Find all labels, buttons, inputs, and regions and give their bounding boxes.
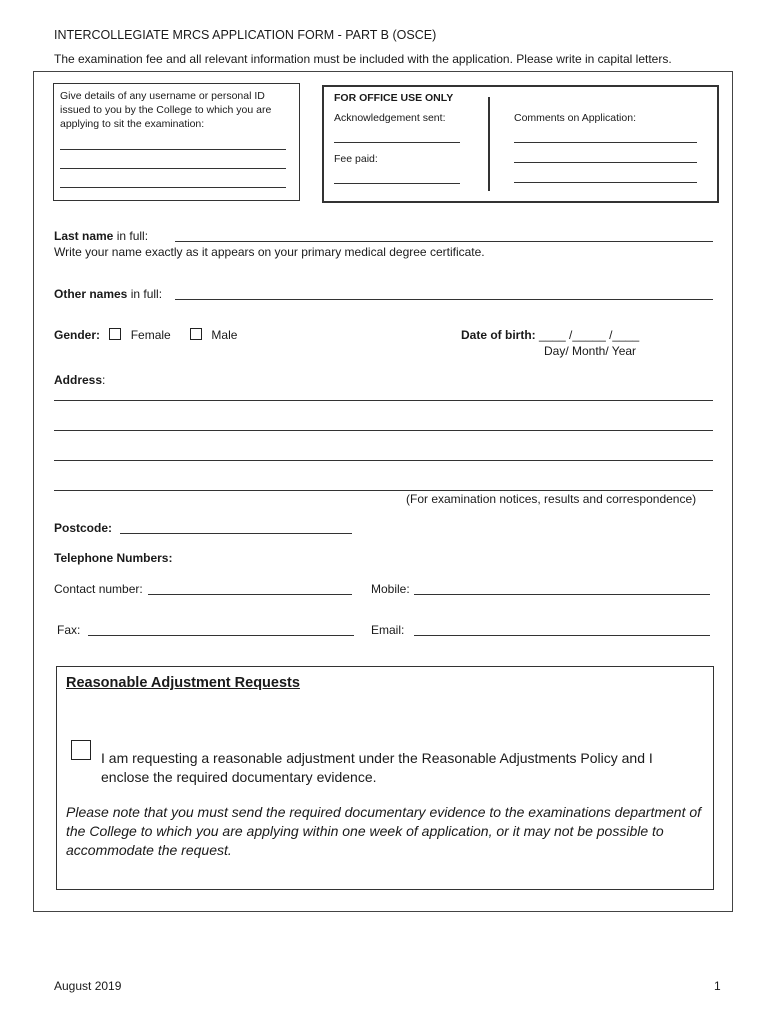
- address-line-2[interactable]: [54, 430, 713, 431]
- address-note: (For examination notices, results and correspondence): [406, 492, 697, 506]
- male-label: Male: [211, 328, 238, 342]
- college-id-instructions: Give details of any username or personal ID issued to you by the College to which you are applying to sit the examination:: [60, 90, 272, 130]
- fee-paid-label: Fee paid:: [334, 153, 378, 165]
- footer-date: August 2019: [54, 979, 122, 993]
- form-title: INTERCOLLEGIATE MRCS APPLICATION FORM - PART B (OSCE): [54, 28, 437, 42]
- comments-line-3: [514, 182, 697, 183]
- other-names-field[interactable]: [175, 299, 713, 300]
- email-field[interactable]: [414, 635, 710, 636]
- reasonable-adjustment-box: [56, 666, 714, 890]
- dob-format-hint: Day/ Month/ Year: [544, 344, 637, 358]
- telephone-heading: Telephone Numbers:: [54, 551, 173, 565]
- college-id-line-1[interactable]: [60, 139, 286, 150]
- fax-field[interactable]: [88, 635, 354, 636]
- office-use-box: [322, 85, 719, 203]
- postcode-field[interactable]: [120, 533, 352, 534]
- gender-label: Gender:: [54, 328, 101, 342]
- reasonable-adjustment-title: Reasonable Adjustment Requests: [66, 675, 300, 691]
- reasonable-adjustment-checkbox[interactable]: [71, 740, 91, 760]
- fax-label: Fax:: [57, 623, 81, 637]
- comments-line-1: [514, 142, 697, 143]
- postcode-label: Postcode:: [54, 521, 113, 535]
- comments-line-2: [514, 162, 697, 163]
- dob-row: [461, 328, 639, 342]
- reasonable-adjustment-statement: I am requesting a reasonable adjustment under the Reasonable Adjustments Policy and I enclose the required documentary evidence.: [101, 750, 653, 785]
- female-checkbox[interactable]: [109, 328, 121, 340]
- office-divider: [488, 97, 490, 191]
- page-number: 1: [714, 979, 721, 993]
- contact-number-field[interactable]: [148, 594, 352, 595]
- email-label: Email:: [371, 623, 405, 637]
- contact-number-label: Contact number:: [54, 582, 143, 596]
- college-id-line-3[interactable]: [60, 177, 286, 188]
- acknowledgement-line: [334, 142, 460, 143]
- other-names-label: Other names in full:: [54, 287, 163, 301]
- last-name-label: Last name in full:: [54, 229, 149, 243]
- female-label: Female: [130, 328, 171, 342]
- comments-label: Comments on Application:: [514, 112, 636, 124]
- male-checkbox[interactable]: [190, 328, 202, 340]
- last-name-hint: Write your name exactly as it appears on your primary medical degree certificate.: [54, 245, 485, 259]
- fee-paid-line: [334, 183, 460, 184]
- address-label: Address:: [54, 373, 106, 387]
- dob-field[interactable]: ____ /_____ /____: [539, 328, 640, 342]
- address-line-1[interactable]: [54, 400, 713, 401]
- dob-label: Date of birth:: [461, 328, 536, 342]
- office-use-heading: FOR OFFICE USE ONLY: [334, 92, 454, 104]
- acknowledgement-label: Acknowledgement sent:: [334, 112, 446, 124]
- mobile-field[interactable]: [414, 594, 710, 595]
- mobile-label: Mobile:: [371, 582, 410, 596]
- last-name-field[interactable]: [175, 241, 713, 242]
- address-line-3[interactable]: [54, 460, 713, 461]
- college-id-line-2[interactable]: [60, 158, 286, 169]
- address-line-4[interactable]: [54, 490, 713, 491]
- gender-row: [54, 328, 237, 342]
- form-instructions: The examination fee and all relevant information must be included with the application. Please write in capital letters.: [54, 52, 672, 66]
- reasonable-adjustment-note: Please note that you must send the required documentary evidence to the examinations department of the College to which you are applying within one week of application, or it may not be possible to accommodate the request.: [66, 804, 702, 858]
- college-id-box: [53, 83, 300, 201]
